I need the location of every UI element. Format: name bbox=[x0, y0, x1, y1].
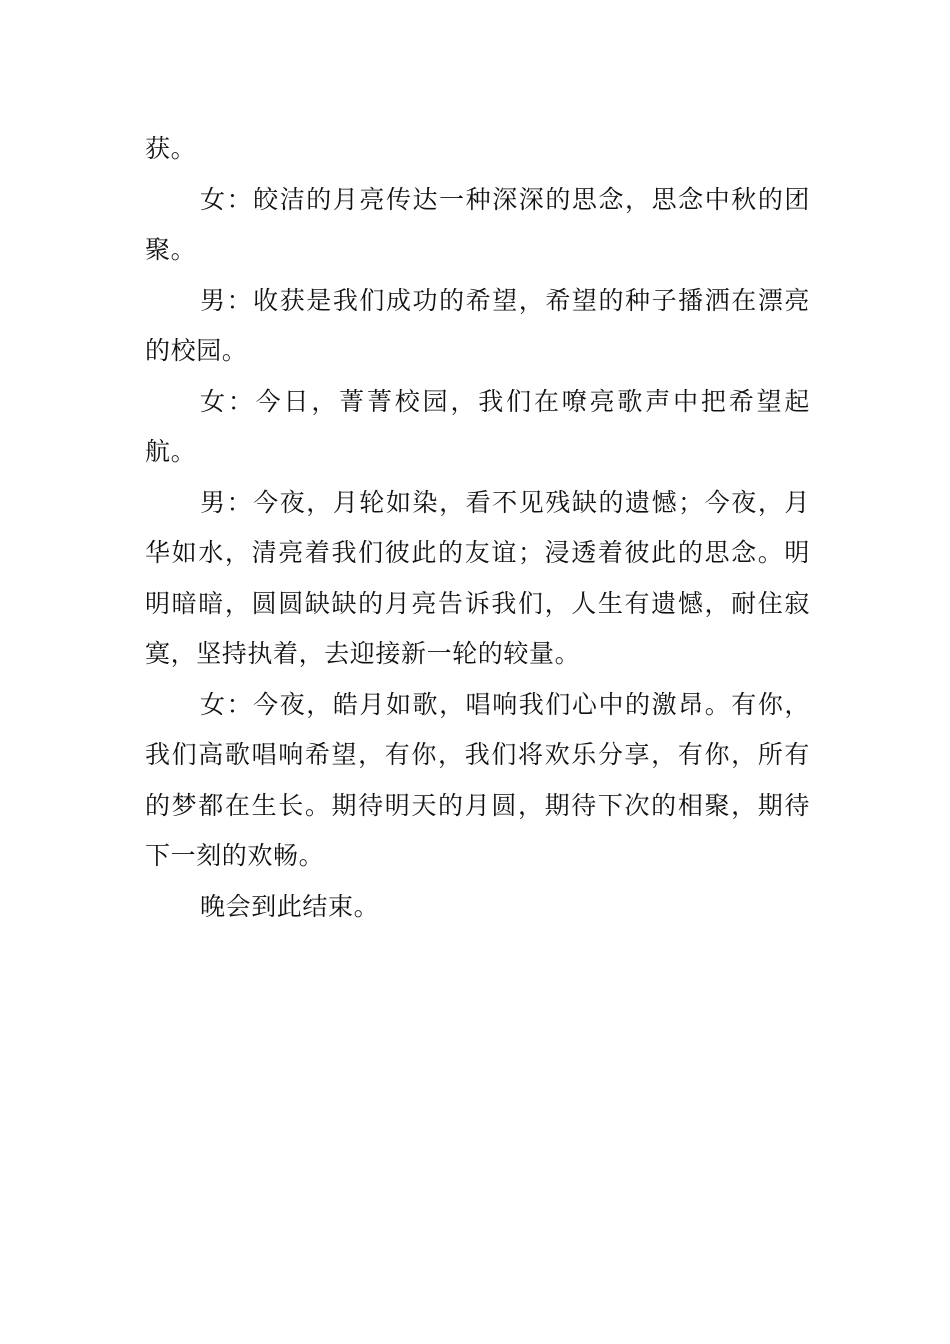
paragraph-male-1: 男：收获是我们成功的希望，希望的种子播洒在漂亮的校园。 bbox=[145, 285, 810, 365]
paragraph-closing: 晚会到此结束。 bbox=[200, 891, 380, 921]
paragraph-continuation: 获。 bbox=[145, 134, 197, 163]
paragraph-female-3: 女：今夜，皓月如歌，唱响我们心中的激昂。有你，我们高歌唱响希望，有你，我们将欢乐分享，有你，所有的梦都在生长。期待明天的月圆，期待下次的相聚，期待下一刻的欢畅。 bbox=[145, 689, 810, 870]
document-body bbox=[145, 124, 810, 932]
paragraph-male-2: 男：今夜，月轮如染，看不见残缺的遗憾；今夜，月华如水，清亮着我们彼此的友谊；浸透着彼此的思念。明明暗暗，圆圆缺缺的月亮告诉我们，人生有遗憾，耐住寂寞，坚持执着，去迎接新一轮的较量。 bbox=[145, 487, 810, 668]
paragraph-female-2: 女：今日，菁菁校园，我们在嘹亮歌声中把希望起航。 bbox=[145, 386, 810, 466]
paragraph-female-1: 女：皎洁的月亮传达一种深深的思念，思念中秋的团聚。 bbox=[145, 184, 810, 264]
